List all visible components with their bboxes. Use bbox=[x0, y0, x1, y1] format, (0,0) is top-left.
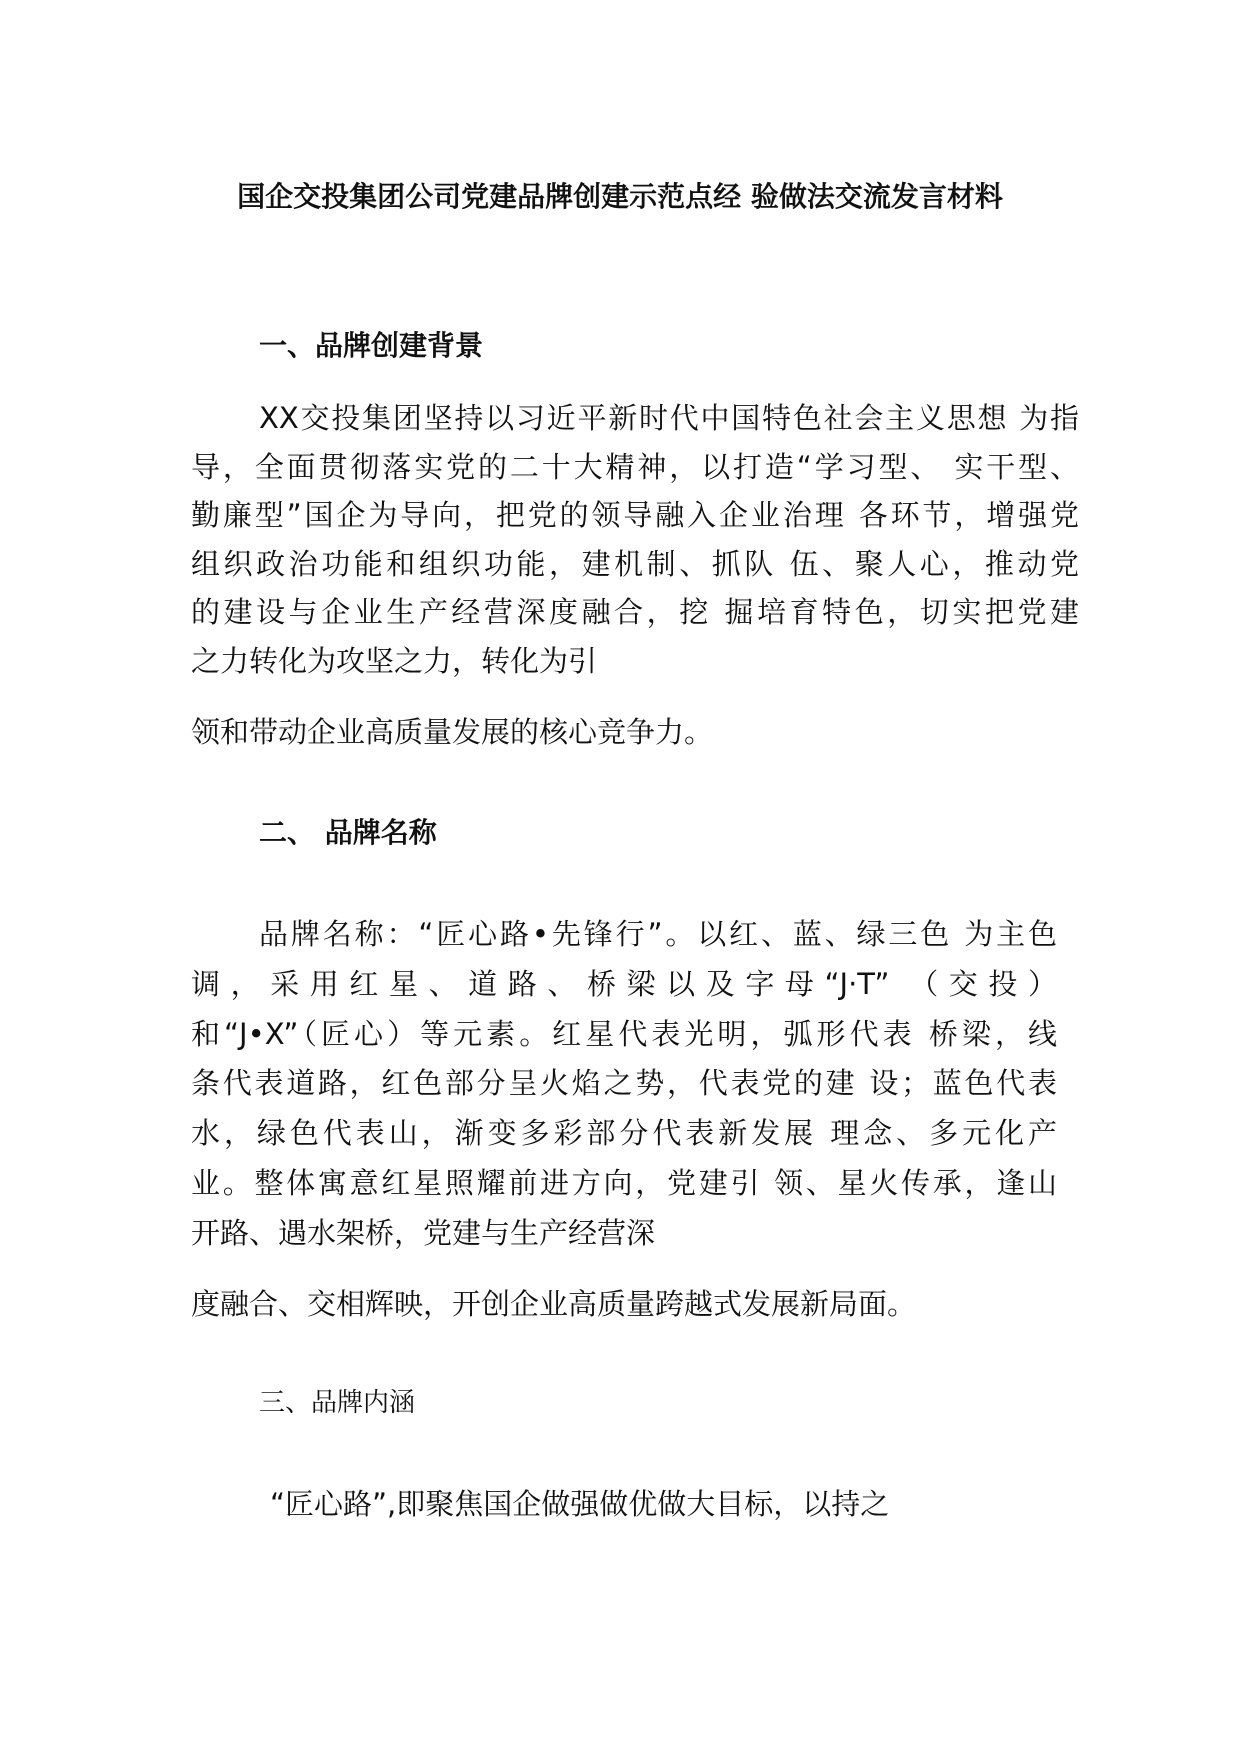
paragraph bbox=[191, 394, 1079, 686]
paragraph-line: 和“J•X”（匠心）等元素。红星代表光明，弧形代表 桥梁，线 bbox=[191, 1016, 1057, 1051]
paragraph-line: 组织政治功能和组织功能，建机制、抓队 伍、聚人心，推动党 bbox=[191, 546, 1079, 581]
paragraph-line: XX交投集团坚持以习近平新时代中国特色社会主义思想 为指 bbox=[259, 401, 1079, 435]
paragraph bbox=[191, 910, 1057, 1259]
paragraph bbox=[191, 708, 1079, 756]
paragraph bbox=[191, 1280, 1057, 1328]
paragraph-line: 领和带动企业高质量发展的核心竞争力。 bbox=[191, 715, 714, 749]
paragraph bbox=[270, 1480, 1070, 1528]
paragraph-line: “匠心路”,即聚焦国企做强做优做大目标，以持之 bbox=[270, 1487, 890, 1521]
paragraph-line: 导，全面贯彻落实党的二十大精神，以打造“学习型、 实干型、 bbox=[191, 449, 1079, 484]
paragraph-line: 度融合、交相辉映，开创企业高质量跨越式发展新局面。 bbox=[191, 1287, 917, 1321]
section-heading-brand-meaning: 三、品牌内涵 bbox=[259, 1388, 416, 1418]
document-title: 国企交投集团公司党建品牌创建示范点经 验做法交流发言材料 bbox=[237, 180, 1003, 213]
paragraph-line: 业。整体寓意红星照耀前进方向，党建引 领、星火传承，逢山 bbox=[191, 1165, 1057, 1200]
paragraph-line: 调，采用红星、道路、桥梁以及字母“J·T” （交投） bbox=[191, 966, 1057, 1001]
section-heading-brand-name: 二、 品牌名称 bbox=[259, 816, 437, 849]
paragraph-line: 水，绿色代表山，渐变多彩部分代表新发展 理念、多元化产 bbox=[191, 1116, 1057, 1151]
paragraph-line: 品牌名称：“匠心路•先锋行”。以红、蓝、绿三色 为主色 bbox=[259, 917, 1057, 951]
paragraph-line: 勤廉型”国企为导向，把党的领导融入企业治理 各环节，增强党 bbox=[191, 498, 1079, 533]
paragraph-line: 条代表道路，红色部分呈火焰之势，代表党的建 设；蓝色代表 bbox=[191, 1066, 1057, 1101]
paragraph-line: 的建设与企业生产经营深度融合，挖 掘培育特色，切实把党建 bbox=[191, 595, 1079, 630]
section-heading-background: 一、品牌创建背景 bbox=[259, 329, 484, 362]
paragraph-line: 之力转化为攻坚之力，转化为引 bbox=[191, 643, 598, 678]
paragraph-line: 开路、遇水架桥，党建与生产经营深 bbox=[191, 1215, 656, 1250]
